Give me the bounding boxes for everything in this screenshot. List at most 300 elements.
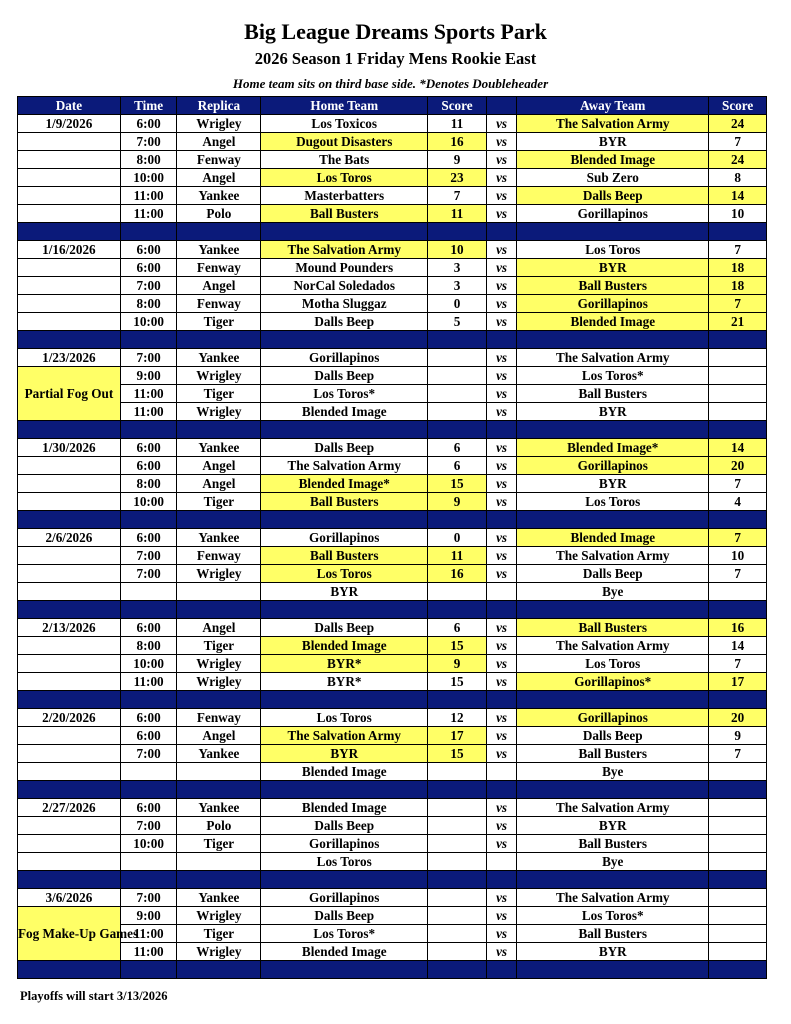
game-time: 6:00	[120, 457, 177, 475]
separator-cell	[517, 421, 709, 439]
game-row	[18, 403, 767, 421]
home-team: Los Toxicos	[261, 115, 428, 133]
home-score	[428, 367, 487, 385]
game-replica: Yankee	[177, 349, 261, 367]
game-row	[18, 169, 767, 187]
away-score: 7	[709, 475, 767, 493]
home-score: 11	[428, 547, 487, 565]
game-replica: Polo	[177, 205, 261, 223]
vs-label	[486, 853, 516, 871]
home-score	[428, 349, 487, 367]
separator-cell	[120, 223, 177, 241]
week-note: Fog Make-Up Games	[18, 907, 121, 961]
separator-cell	[428, 691, 487, 709]
col-header-vs	[486, 97, 516, 115]
home-team: Dalls Beep	[261, 817, 428, 835]
game-replica: Angel	[177, 457, 261, 475]
game-date	[18, 259, 121, 277]
separator-cell	[261, 781, 428, 799]
vs-label	[486, 583, 516, 601]
game-row	[18, 583, 767, 601]
separator-cell	[709, 331, 767, 349]
away-team: Los Toros	[517, 493, 709, 511]
game-replica: Wrigley	[177, 907, 261, 925]
header-row	[18, 97, 767, 115]
separator-cell	[120, 331, 177, 349]
home-score: 12	[428, 709, 487, 727]
away-score	[709, 925, 767, 943]
week-note: Partial Fog Out	[18, 367, 121, 421]
separator-cell	[177, 601, 261, 619]
game-replica: Wrigley	[177, 565, 261, 583]
vs-label: vs	[486, 817, 516, 835]
vs-label: vs	[486, 943, 516, 961]
separator-cell	[261, 691, 428, 709]
home-score: 15	[428, 673, 487, 691]
separator-cell	[428, 511, 487, 529]
away-score	[709, 763, 767, 781]
home-score	[428, 925, 487, 943]
separator-cell	[120, 511, 177, 529]
separator-cell	[486, 331, 516, 349]
home-team: Blended Image*	[261, 475, 428, 493]
game-row	[18, 133, 767, 151]
game-row	[18, 547, 767, 565]
away-team: BYR	[517, 403, 709, 421]
away-team: Dalls Beep	[517, 565, 709, 583]
separator-cell	[120, 601, 177, 619]
game-replica: Wrigley	[177, 367, 261, 385]
game-replica: Fenway	[177, 709, 261, 727]
away-score: 7	[709, 745, 767, 763]
away-score	[709, 907, 767, 925]
game-replica: Angel	[177, 277, 261, 295]
vs-label: vs	[486, 151, 516, 169]
away-team: The Salvation Army	[517, 547, 709, 565]
game-time: 6:00	[120, 709, 177, 727]
game-time	[120, 853, 177, 871]
game-date: 2/20/2026	[18, 709, 121, 727]
game-time: 10:00	[120, 493, 177, 511]
game-row	[18, 853, 767, 871]
game-row	[18, 295, 767, 313]
vs-label: vs	[486, 313, 516, 331]
game-replica: Yankee	[177, 241, 261, 259]
game-date	[18, 637, 121, 655]
vs-label: vs	[486, 799, 516, 817]
away-score	[709, 835, 767, 853]
game-date: 1/30/2026	[18, 439, 121, 457]
separator-cell	[120, 871, 177, 889]
game-row	[18, 115, 767, 133]
playoffs-note: Playoffs will start 3/13/2026	[20, 989, 168, 1003]
separator-cell	[177, 331, 261, 349]
away-score: 24	[709, 115, 767, 133]
away-score: 7	[709, 295, 767, 313]
away-team: Los Toros*	[517, 907, 709, 925]
game-time: 11:00	[120, 943, 177, 961]
vs-label: vs	[486, 277, 516, 295]
game-time: 7:00	[120, 133, 177, 151]
separator-cell	[120, 421, 177, 439]
separator-cell	[18, 601, 121, 619]
game-row	[18, 565, 767, 583]
game-date	[18, 169, 121, 187]
vs-label: vs	[486, 475, 516, 493]
home-team: Gorillapinos	[261, 889, 428, 907]
game-time: 6:00	[120, 241, 177, 259]
away-score: 7	[709, 133, 767, 151]
game-row	[18, 817, 767, 835]
home-team: Los Toros	[261, 853, 428, 871]
game-replica: Yankee	[177, 745, 261, 763]
separator-cell	[486, 691, 516, 709]
game-time: 7:00	[120, 745, 177, 763]
game-time: 6:00	[120, 799, 177, 817]
game-replica: Fenway	[177, 295, 261, 313]
away-team: Dalls Beep	[517, 187, 709, 205]
game-time: 11:00	[120, 925, 177, 943]
game-row	[18, 943, 767, 961]
away-team: BYR	[517, 133, 709, 151]
away-team: The Salvation Army	[517, 889, 709, 907]
home-score: 9	[428, 151, 487, 169]
away-score: 24	[709, 151, 767, 169]
home-team: Ball Busters	[261, 493, 428, 511]
home-team: Ball Busters	[261, 547, 428, 565]
vs-label: vs	[486, 925, 516, 943]
separator-cell	[177, 691, 261, 709]
away-score: 20	[709, 457, 767, 475]
week-separator	[18, 421, 767, 439]
game-time: 9:00	[120, 907, 177, 925]
game-replica: Wrigley	[177, 655, 261, 673]
separator-cell	[177, 781, 261, 799]
home-team: Mound Pounders	[261, 259, 428, 277]
away-score: 7	[709, 655, 767, 673]
game-time: 7:00	[120, 889, 177, 907]
game-replica	[177, 853, 261, 871]
game-time: 10:00	[120, 313, 177, 331]
away-score	[709, 943, 767, 961]
home-score	[428, 835, 487, 853]
home-team: NorCal Soledados	[261, 277, 428, 295]
week-separator	[18, 223, 767, 241]
away-team: The Salvation Army	[517, 115, 709, 133]
home-team: Los Toros	[261, 565, 428, 583]
home-team: Dalls Beep	[261, 439, 428, 457]
home-score: 7	[428, 187, 487, 205]
separator-cell	[261, 961, 428, 979]
game-time: 6:00	[120, 529, 177, 547]
game-replica: Yankee	[177, 439, 261, 457]
home-score: 9	[428, 655, 487, 673]
game-time: 10:00	[120, 169, 177, 187]
game-time: 7:00	[120, 565, 177, 583]
vs-label: vs	[486, 385, 516, 403]
vs-label	[486, 763, 516, 781]
vs-label: vs	[486, 439, 516, 457]
away-score: 10	[709, 547, 767, 565]
game-row	[18, 205, 767, 223]
away-score: 14	[709, 187, 767, 205]
game-time: 10:00	[120, 655, 177, 673]
home-team: BYR*	[261, 655, 428, 673]
separator-cell	[177, 421, 261, 439]
col-header-replica: Replica	[177, 97, 261, 115]
col-header-away-team: Away Team	[517, 97, 709, 115]
away-score: 8	[709, 169, 767, 187]
game-replica: Wrigley	[177, 673, 261, 691]
game-date	[18, 457, 121, 475]
vs-label: vs	[486, 295, 516, 313]
home-score	[428, 817, 487, 835]
separator-cell	[261, 871, 428, 889]
home-team: Blended Image	[261, 799, 428, 817]
away-team: Dalls Beep	[517, 727, 709, 745]
away-team: Ball Busters	[517, 925, 709, 943]
separator-cell	[120, 781, 177, 799]
col-header-time: Time	[120, 97, 177, 115]
home-score: 6	[428, 457, 487, 475]
vs-label: vs	[486, 565, 516, 583]
separator-cell	[120, 691, 177, 709]
game-row	[18, 493, 767, 511]
separator-cell	[428, 781, 487, 799]
separator-cell	[18, 511, 121, 529]
game-date	[18, 583, 121, 601]
home-score	[428, 907, 487, 925]
col-header-away-score: Score	[709, 97, 767, 115]
away-team: Bye	[517, 763, 709, 781]
away-score: 20	[709, 709, 767, 727]
away-team: Gorillapinos	[517, 457, 709, 475]
game-replica: Yankee	[177, 187, 261, 205]
schedule-body	[18, 115, 767, 979]
away-score: 16	[709, 619, 767, 637]
separator-cell	[486, 223, 516, 241]
home-score: 10	[428, 241, 487, 259]
home-score	[428, 853, 487, 871]
vs-label: vs	[486, 241, 516, 259]
separator-cell	[18, 331, 121, 349]
separator-cell	[517, 601, 709, 619]
game-time: 7:00	[120, 277, 177, 295]
vs-label: vs	[486, 547, 516, 565]
vs-label: vs	[486, 529, 516, 547]
schedule-note: Home team sits on third base side. *Denotes Doubleheader	[232, 76, 549, 91]
vs-label: vs	[486, 457, 516, 475]
separator-cell	[428, 961, 487, 979]
away-score: 14	[709, 637, 767, 655]
vs-label: vs	[486, 169, 516, 187]
home-team: Los Toros	[261, 709, 428, 727]
separator-cell	[177, 223, 261, 241]
schedule-table	[17, 96, 767, 979]
home-team: Gorillapinos	[261, 529, 428, 547]
away-score	[709, 889, 767, 907]
game-time: 11:00	[120, 205, 177, 223]
game-date	[18, 493, 121, 511]
home-score: 23	[428, 169, 487, 187]
separator-cell	[709, 223, 767, 241]
away-score	[709, 403, 767, 421]
game-replica: Tiger	[177, 385, 261, 403]
away-score: 10	[709, 205, 767, 223]
game-time: 9:00	[120, 367, 177, 385]
separator-cell	[709, 511, 767, 529]
home-score: 15	[428, 637, 487, 655]
home-team: The Bats	[261, 151, 428, 169]
away-team: Los Toros	[517, 241, 709, 259]
separator-cell	[428, 421, 487, 439]
game-row	[18, 655, 767, 673]
home-team: Blended Image	[261, 943, 428, 961]
game-replica: Wrigley	[177, 403, 261, 421]
away-score	[709, 799, 767, 817]
game-time: 11:00	[120, 385, 177, 403]
home-score	[428, 403, 487, 421]
game-time	[120, 763, 177, 781]
separator-cell	[428, 331, 487, 349]
game-date	[18, 673, 121, 691]
game-row	[18, 313, 767, 331]
home-score: 16	[428, 133, 487, 151]
game-time: 10:00	[120, 835, 177, 853]
week-separator	[18, 691, 767, 709]
game-row	[18, 763, 767, 781]
home-team: Los Toros*	[261, 925, 428, 943]
home-team: Gorillapinos	[261, 349, 428, 367]
game-date	[18, 547, 121, 565]
away-score: 7	[709, 241, 767, 259]
separator-cell	[517, 961, 709, 979]
home-team: Los Toros*	[261, 385, 428, 403]
game-row	[18, 529, 767, 547]
game-date: 2/27/2026	[18, 799, 121, 817]
game-date	[18, 763, 121, 781]
home-team: Dalls Beep	[261, 367, 428, 385]
game-time: 11:00	[120, 673, 177, 691]
away-score: 7	[709, 529, 767, 547]
separator-cell	[709, 781, 767, 799]
away-team: Ball Busters	[517, 835, 709, 853]
game-date	[18, 853, 121, 871]
game-date	[18, 817, 121, 835]
separator-cell	[486, 871, 516, 889]
vs-label: vs	[486, 619, 516, 637]
separator-cell	[517, 781, 709, 799]
separator-cell	[177, 511, 261, 529]
away-score	[709, 853, 767, 871]
separator-cell	[709, 691, 767, 709]
game-date: 1/16/2026	[18, 241, 121, 259]
game-time: 8:00	[120, 637, 177, 655]
home-team: Masterbatters	[261, 187, 428, 205]
separator-cell	[486, 961, 516, 979]
home-score	[428, 385, 487, 403]
game-replica: Wrigley	[177, 115, 261, 133]
game-row	[18, 385, 767, 403]
away-team: Gorillapinos	[517, 709, 709, 727]
game-date	[18, 133, 121, 151]
game-replica: Tiger	[177, 493, 261, 511]
away-team: BYR	[517, 259, 709, 277]
game-row	[18, 673, 767, 691]
game-date	[18, 205, 121, 223]
game-replica: Fenway	[177, 547, 261, 565]
home-score: 15	[428, 475, 487, 493]
game-date	[18, 313, 121, 331]
vs-label: vs	[486, 745, 516, 763]
vs-label: vs	[486, 907, 516, 925]
home-score: 3	[428, 259, 487, 277]
away-team: Ball Busters	[517, 385, 709, 403]
home-team: Gorillapinos	[261, 835, 428, 853]
away-score	[709, 583, 767, 601]
away-team: Ball Busters	[517, 277, 709, 295]
vs-label: vs	[486, 637, 516, 655]
home-team: Blended Image	[261, 637, 428, 655]
game-replica: Yankee	[177, 889, 261, 907]
game-date	[18, 187, 121, 205]
away-score: 21	[709, 313, 767, 331]
game-row	[18, 241, 767, 259]
home-team: The Salvation Army	[261, 241, 428, 259]
separator-cell	[261, 421, 428, 439]
away-team: Blended Image*	[517, 439, 709, 457]
home-team: Ball Busters	[261, 205, 428, 223]
week-separator	[18, 511, 767, 529]
vs-label: vs	[486, 259, 516, 277]
game-date	[18, 745, 121, 763]
game-date: 2/6/2026	[18, 529, 121, 547]
col-header-home-team: Home Team	[261, 97, 428, 115]
away-score: 18	[709, 277, 767, 295]
week-separator	[18, 871, 767, 889]
home-team: Dalls Beep	[261, 619, 428, 637]
home-score: 16	[428, 565, 487, 583]
game-time: 6:00	[120, 727, 177, 745]
separator-cell	[261, 223, 428, 241]
game-row	[18, 745, 767, 763]
game-replica: Angel	[177, 475, 261, 493]
vs-label: vs	[486, 889, 516, 907]
game-replica: Polo	[177, 817, 261, 835]
game-time: 7:00	[120, 547, 177, 565]
away-team: Blended Image	[517, 529, 709, 547]
away-team: Bye	[517, 583, 709, 601]
game-row	[18, 835, 767, 853]
col-header-date: Date	[18, 97, 121, 115]
away-team: Ball Busters	[517, 619, 709, 637]
home-team: BYR	[261, 745, 428, 763]
separator-cell	[517, 511, 709, 529]
game-row	[18, 367, 767, 385]
away-team: Gorillapinos*	[517, 673, 709, 691]
separator-cell	[709, 961, 767, 979]
home-score	[428, 583, 487, 601]
vs-label: vs	[486, 115, 516, 133]
separator-cell	[261, 601, 428, 619]
game-time: 6:00	[120, 259, 177, 277]
away-score: 9	[709, 727, 767, 745]
vs-label: vs	[486, 835, 516, 853]
vs-label: vs	[486, 367, 516, 385]
game-row	[18, 637, 767, 655]
separator-cell	[517, 871, 709, 889]
home-team: Motha Sluggaz	[261, 295, 428, 313]
